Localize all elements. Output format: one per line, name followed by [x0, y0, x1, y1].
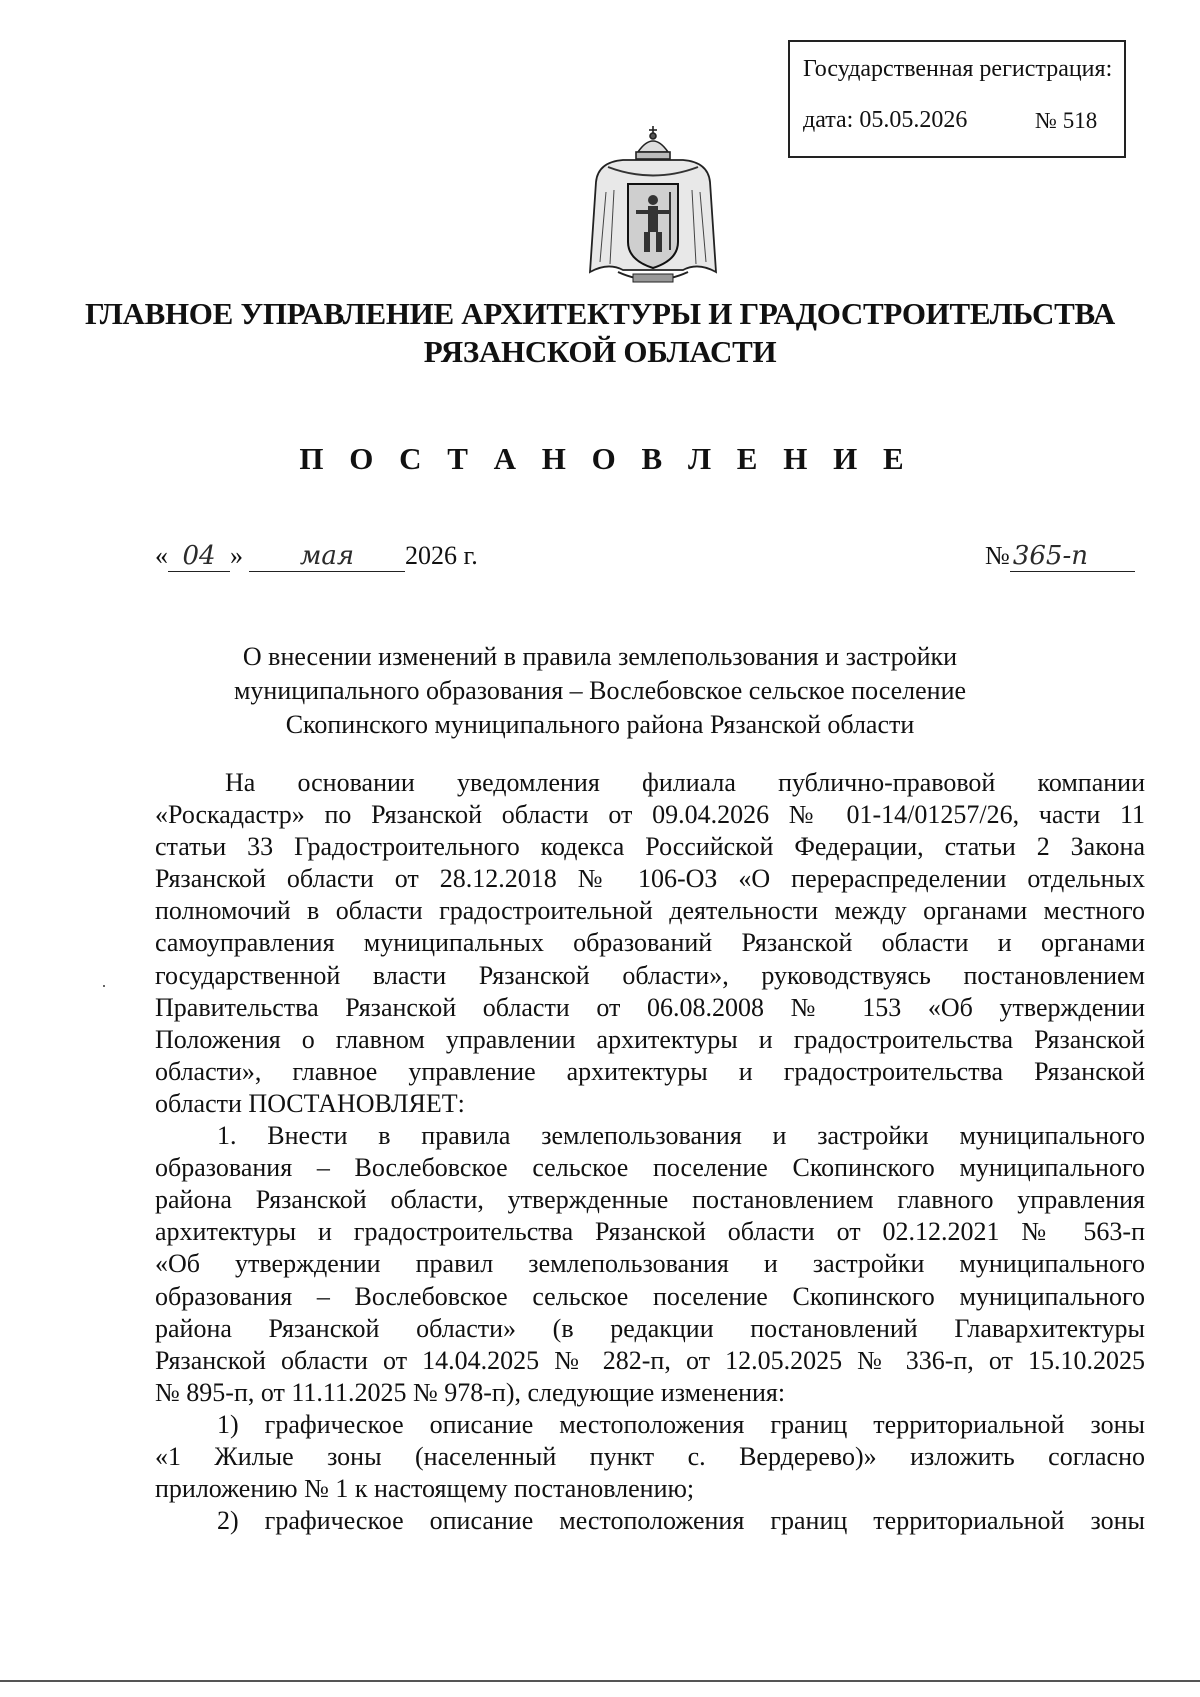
body-line: района Рязанской области, утвержденные постановлением главного управления: [155, 1185, 1145, 1215]
body-line: На основании уведомления филиала публично-правовой компании: [225, 768, 1145, 797]
date-open-quote: «: [155, 541, 168, 570]
body-line: Положения о главном управлении архитектуры и градостроительства Рязанской: [155, 1024, 1145, 1054]
registration-stamp: [788, 40, 1126, 158]
body-line: статьи 33 Градостроительного кодекса Российской Федерации, статьи 2 Закона: [155, 832, 1145, 862]
body-line: самоуправления муниципальных образований Рязанской области и органами: [155, 928, 1145, 958]
decree-number-prefix: №: [985, 541, 1010, 570]
date-month: мая: [249, 541, 405, 572]
registration-date: дата: 05.05.2026: [803, 107, 968, 133]
organization-name-line2: РЯЗАНСКОЙ ОБЛАСТИ: [423, 334, 777, 369]
date-close-quote: »: [230, 541, 243, 570]
body-line: Правительства Рязанской области от 06.08.2008 № 153 «Об утверждении: [155, 992, 1145, 1022]
decree-body: [155, 767, 1145, 1537]
body-line: № 895-п, от 11.11.2025 № 978-п), следующие изменения:: [155, 1377, 786, 1407]
body-line: «Роскадастр» по Рязанской области от 09.04.2026 № 01-14/01257/26, части 11: [155, 800, 1145, 830]
body-line: района Рязанской области» (в редакции постановлений Главархитектуры: [155, 1313, 1145, 1343]
body-line: 1) графическое описание местоположения границ территориальной зоны: [217, 1409, 1145, 1439]
registration-number: № 518: [1035, 108, 1098, 133]
body-line: полномочий в области градостроительной деятельности между органами местного: [155, 896, 1145, 926]
body-line: Рязанской области от 28.12.2018 № 106-ОЗ «О перераспределении отдельных: [155, 864, 1145, 894]
body-line: 2) графическое описание местоположения границ территориальной зоны: [217, 1506, 1145, 1536]
body-line: области», главное управление архитектуры и градостроительства Рязанской: [155, 1056, 1145, 1086]
date-year: 2026 г.: [405, 541, 478, 570]
decree-number-value: 365-п: [1010, 541, 1135, 572]
body-line: образования – Вослебовское сельское поселение Скопинского муниципального: [155, 1153, 1145, 1183]
body-line: образования – Вослебовское сельское поселение Скопинского муниципального: [155, 1281, 1145, 1311]
date-day: 04: [168, 541, 230, 572]
scan-speck: [103, 985, 105, 987]
body-line: 1. Внести в правила землепользования и застройки муниципального: [217, 1121, 1145, 1151]
body-line: области ПОСТАНОВЛЯЕТ:: [155, 1088, 465, 1118]
decree-number: [985, 541, 1135, 572]
body-line: государственной власти Рязанской области», руководствуясь постановлением: [155, 960, 1145, 990]
document-type-title: П О С Т А Н О В Л Е Н И Е: [299, 441, 913, 476]
subject-line: Скопинского муниципального района Рязанской области: [285, 710, 915, 739]
decree-subject: [0, 640, 1200, 742]
body-line: «Об утверждении правил землепользования и застройки муниципального: [155, 1249, 1145, 1279]
organization-name-line1: ГЛАВНОЕ УПРАВЛЕНИЕ АРХИТЕКТУРЫ И ГРАДОСТРОИТЕЛЬСТВА: [84, 296, 1115, 331]
body-line: приложению № 1 к настоящему постановлению;: [155, 1474, 695, 1504]
body-line: «1 Жилые зоны (населенный пункт с. Вердерево)» изложить согласно: [155, 1441, 1145, 1471]
ryazan-coat-of-arms-icon: [578, 122, 728, 292]
registration-title: Государственная регистрация:: [803, 56, 1113, 82]
decree-date: [155, 541, 478, 572]
body-line: Рязанской области от 14.04.2025 № 282-п, от 12.05.2025 № 336-п, от 15.10.2025: [155, 1345, 1145, 1375]
body-line: архитектуры и градостроительства Рязанской области от 02.12.2021 № 563-п: [155, 1217, 1145, 1247]
subject-line: муниципального образования – Вослебовское сельское поселение: [233, 676, 967, 705]
subject-line: О внесении изменений в правила землепользования и застройки: [242, 642, 958, 671]
scan-bottom-edge: [0, 1680, 1200, 1682]
